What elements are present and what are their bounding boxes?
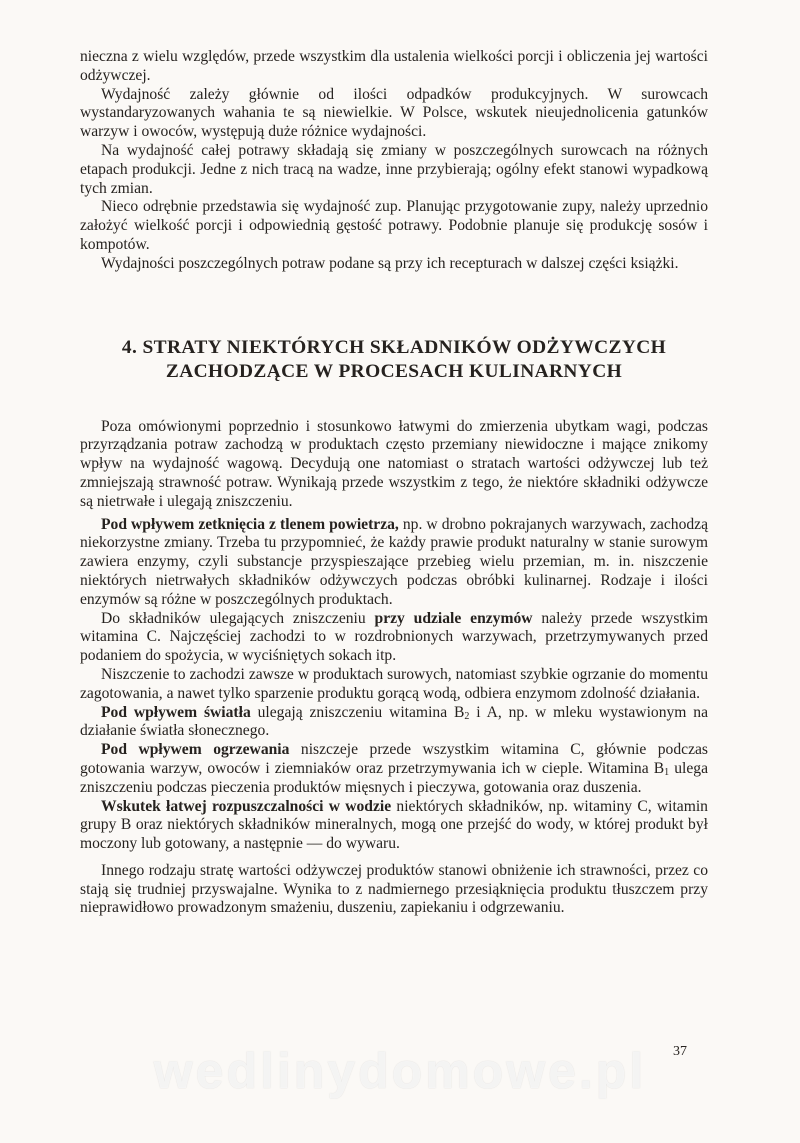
text-run: Do składników ulegających zniszczeniu — [101, 609, 375, 627]
paragraph — [80, 48, 708, 86]
text-run: ulegają zniszczeniu witamina B — [250, 703, 465, 721]
paragraph — [80, 862, 708, 918]
text-run: nieczna z wielu względów, przede wszystkim dla ustalenia wielkości porcji i obliczenia jej wartości odżywczej. — [80, 48, 708, 84]
text-run: ulega zniszczeniu podczas pieczenia produktów mięsnych i pieczywa, gotowania oraz duszenia. — [80, 759, 708, 796]
paragraph — [80, 198, 708, 254]
subscript: 1 — [664, 766, 670, 778]
paragraph — [80, 418, 708, 512]
text-run: Na wydajność całej potrawy składają się zmiany w poszczególnych surowcach na różnych etapach produkcji. Jedne z nich tracą na wadze, inne przybierają; ogólny efekt stanowi wypadkową tych zmian. — [80, 141, 708, 197]
page-number: 37 — [673, 1044, 687, 1059]
text-run: należy przede wszystkim witamina C. Najczęściej zachodzi to w rozdrobnionych warzywach, przetrzymywanych przed podaniem do spożycia, w wyciśniętych sokach itp. — [80, 609, 708, 665]
paragraph — [80, 666, 708, 704]
paragraph — [80, 610, 708, 666]
text-run: niektórych składników, np. witaminy C, witamin grupy B oraz niektórych składników mineralnych, mogą one przejść do wody, w której produkt był moczony lub gotowany, a następnie — do wywaru. — [80, 797, 708, 853]
watermark: wedlinydomowe.pl — [153, 1043, 647, 1099]
section-heading-line2: ZACHODZĄCE W PROCESACH KULINARNYCH — [165, 360, 623, 382]
section-heading-line1: 4. STRATY NIEKTÓRYCH SKŁADNIKÓW ODŻYWCZYCH — [121, 336, 667, 358]
paragraph — [80, 704, 708, 742]
text-run: i A, np. w mleku wystawionym na działanie światła słonecznego. — [80, 703, 709, 740]
text-run: niszczeje przede wszystkim witamina C, głównie podczas gotowania warzyw, owoców i ziemniaków oraz przetrzymywania ich w cieple. Witamina B — [80, 741, 708, 777]
paragraph — [80, 516, 708, 610]
text-run: Niszczenie to zachodzi zawsze w produktach surowych, natomiast szybkie ogrzanie do momentu zagotowania, a nawet tylko sparzenie produktu gorącą wodą, odbiera enzymom zdolność działania. — [80, 665, 708, 702]
text-run: Nieco odrębnie przedstawia się wydajność zup. Planując przygotowanie zupy, należy uprzednio założyć wielkość porcji i odpowiednią gęstość potrawy. Podobnie planuje się produkcję sosów i kompotów. — [80, 198, 708, 253]
paragraph — [80, 741, 708, 797]
text-run: Wydajność zależy głównie od ilości odpadków produkcyjnych. W surowcach wystandaryzowanych wahania te są niewielkie. W Polsce, wskutek nieujednolicenia gatunków warzyw i owoców, występują duże różnice wydajności. — [80, 85, 708, 141]
bold-term: Wskutek łatwej rozpuszczalności w wodzie — [101, 797, 392, 815]
paragraph — [80, 142, 708, 198]
bold-term: przy udziale enzymów — [374, 609, 533, 627]
bold-term: Pod wpływem ogrzewania — [101, 741, 290, 759]
section-heading — [80, 336, 708, 384]
bold-term: Pod wpływem zetknięcia z tlenem powietrza, — [101, 515, 399, 533]
subscript: 2 — [464, 710, 470, 722]
bold-term: Pod wpływem światła — [101, 703, 251, 721]
paragraph — [80, 86, 708, 142]
text-run: np. w drobno pokrajanych warzywach, zachodzą niekorzystne zmiany. Trzeba tu przypomnieć, że każdy prawie produkt naturalny w stanie surowym zawiera enzymy, czyli substancje przyspieszające przebieg wielu przemian, m. in. niszczenie niektórych nietrwałych składników odżywczych podczas obróbki kulinarnej. Rodzaje i ilości enzymów są różne w poszczególnych produktach. — [80, 515, 709, 608]
text-run: Innego rodzaju stratę wartości odżywczej produktów stanowi obniżenie ich strawności, przez co stają się trudniej przyswajalne. Wynika to z nadmiernego przesiąknięcia produktu tłuszczem przy nieprawidłowo prowadzonym smażeniu, duszeniu, zapiekaniu i odgrzewaniu. — [80, 861, 708, 917]
text-run: Poza omówionymi poprzednio i stosunkowo łatwymi do zmierzenia ubytkam wagi, podczas przyrządzania potraw zachodzą w produktach często przemiany niewidoczne i mające znikomy wpływ na wydajność wagową. Decydują one natomiast o stratach wartości odżywczej lub też zmniejszają strawność potraw. Wynikają przede wszystkim z tego, że niektóre składniki odżywcze są nietrwałe i ulegają zniszczeniu. — [80, 417, 708, 510]
paragraph — [80, 798, 708, 854]
paragraph — [80, 255, 708, 274]
text-run: Wydajności poszczególnych potraw podane są przy ich recepturach w dalszej części książki. — [101, 254, 679, 272]
